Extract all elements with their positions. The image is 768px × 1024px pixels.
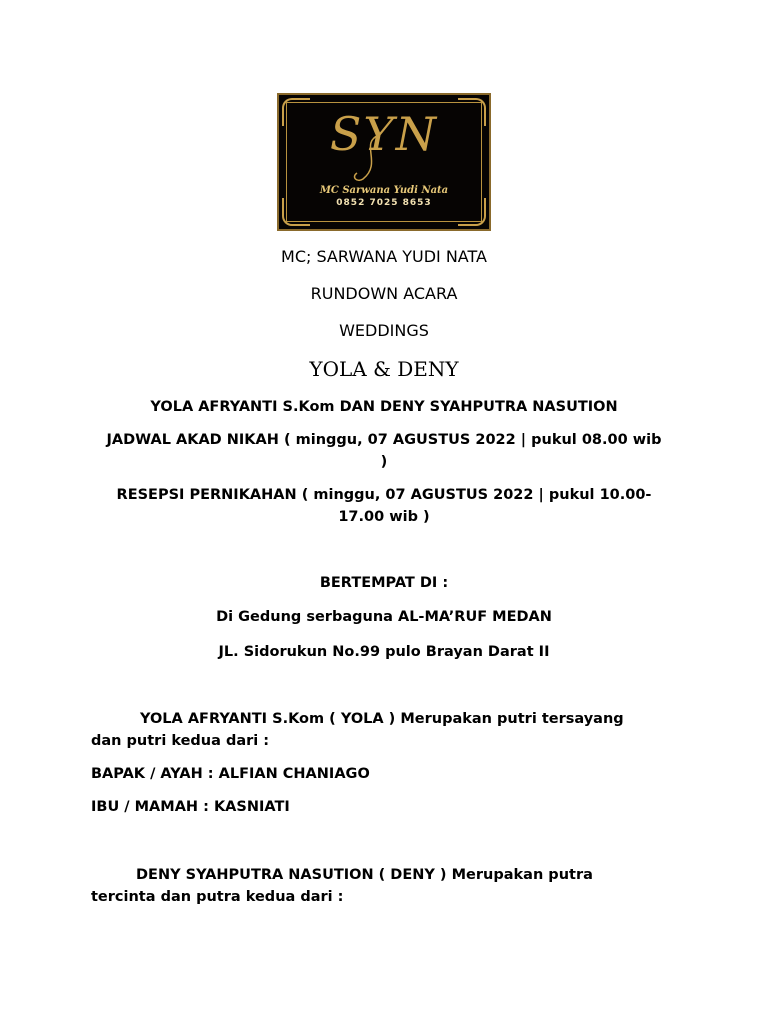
bride-intro-line1: YOLA AFRYANTI S.Kom ( YOLA ) Merupakan putri tersayang (140, 711, 624, 727)
full-names: YOLA AFRYANTI S.Kom DAN DENY SYAHPUTRA NASUTION (150, 399, 618, 415)
venue-address: JL. Sidorukun No.99 pulo Brayan Darat II (218, 644, 550, 660)
logo-monogram: SYN (329, 107, 439, 161)
mc-name: MC; SARWANA YUDI NATA (281, 247, 487, 266)
logo-subtitle: MC Sarwana Yudi Nata (319, 185, 449, 196)
couple-names: YOLA & DENY (309, 357, 459, 381)
rundown-title: RUNDOWN ACARA (310, 284, 458, 303)
resepsi-schedule-line1: RESEPSI PERNIKAHAN ( minggu, 07 AGUSTUS 2022 | pukul 10.00- (116, 487, 652, 503)
groom-intro-line2: tercinta dan putra kedua dari : (91, 889, 344, 905)
akad-schedule-line2: ) (380, 454, 388, 470)
bride-intro-line2: dan putri kedua dari : (91, 733, 270, 749)
bride-father: BAPAK / AYAH : ALFIAN CHANIAGO (91, 766, 370, 782)
akad-schedule-line1: JADWAL AKAD NIKAH ( minggu, 07 AGUSTUS 2022 | pukul 08.00 wib (106, 432, 662, 448)
resepsi-schedule-line2: 17.00 wib ) (338, 509, 430, 525)
logo-phone: 0852 7025 8653 (336, 198, 432, 208)
event-type: WEDDINGS (339, 321, 429, 340)
bride-mother: IBU / MAMAH : KASNIATI (91, 799, 290, 815)
venue-heading: BERTEMPAT DI : (319, 575, 449, 591)
groom-intro-line1: DENY SYAHPUTRA NASUTION ( DENY ) Merupakan putra (136, 867, 593, 883)
syn-logo (277, 93, 491, 231)
venue-building: Di Gedung serbaguna AL-MA’RUF MEDAN (216, 609, 552, 625)
